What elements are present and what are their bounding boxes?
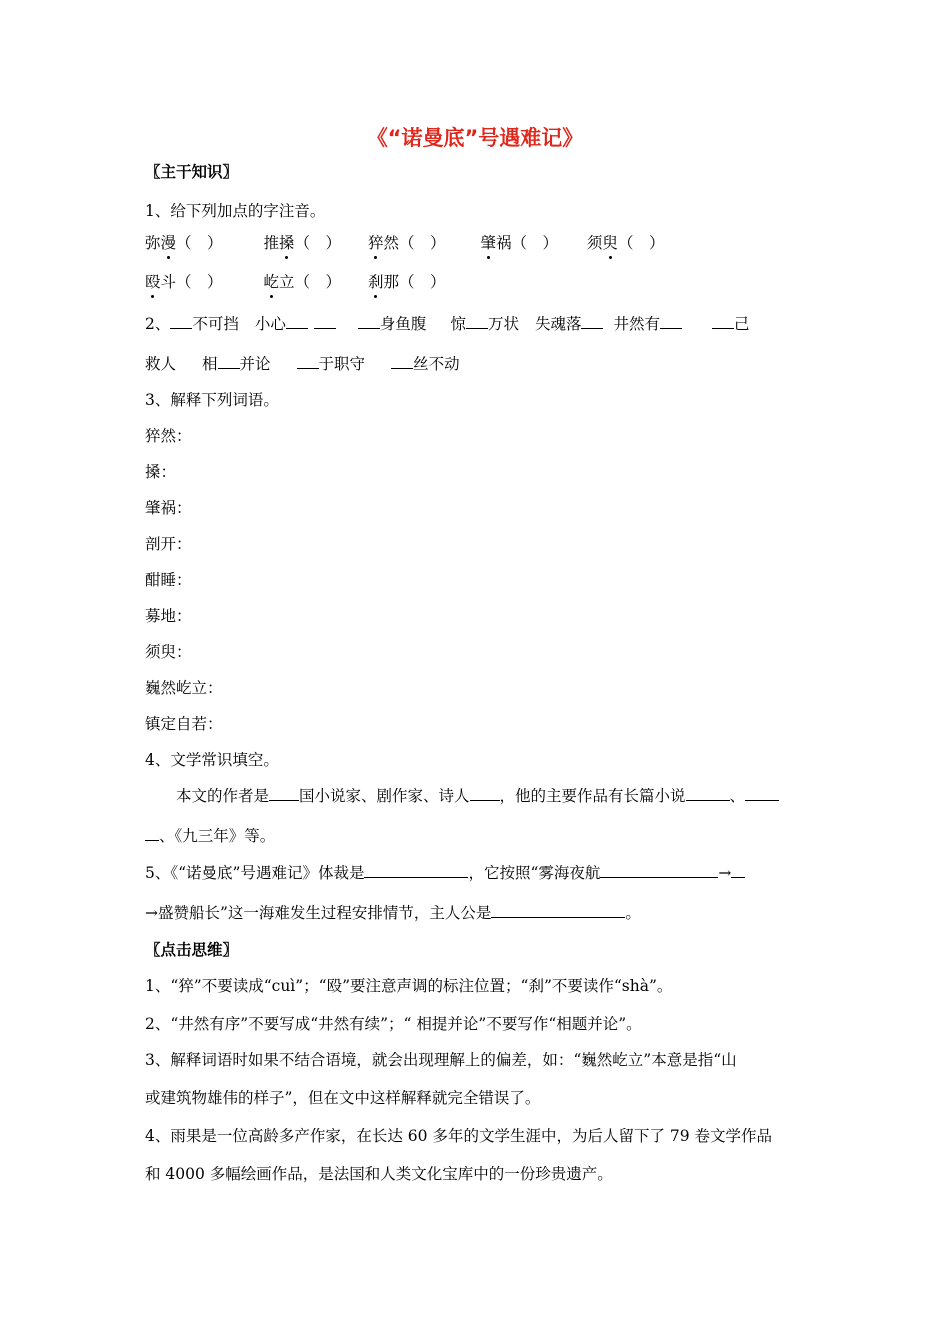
term-label: 镇定自若： [145, 715, 223, 733]
pinyin-row-2 [145, 272, 445, 292]
term-label: 猝然： [145, 427, 192, 445]
term-label: 酣睡： [145, 571, 192, 589]
tip-line: 4、雨果是一位高龄多产作家，在长达 60 多年的文学生涯中，为后人留下了 79 卷文学作品 [145, 1127, 773, 1145]
section-heading-thinking: 〖点击思维〗 [145, 941, 239, 959]
term-label: 搡： [145, 463, 177, 481]
tip-line: 和 4000 多幅绘画作品，是法国和人类文化宝库中的一份珍贵遗产。 [145, 1165, 613, 1183]
term-label: 募地： [145, 607, 192, 625]
pinyin-item: 猝然（ ） [367, 234, 446, 252]
term-label: 肇祸： [145, 499, 192, 517]
tip-line: 2、“井然有序”不要写成“井然有续”；“ 相提并论”不要写作“相题并论”。 [145, 1015, 642, 1033]
pinyin-item: 肇祸（ ） [480, 234, 558, 252]
question-4-line-2: 、《九三年》等。 [145, 826, 275, 846]
tip-line: 或建筑物雄伟的样子”，但在文中这样解释就完全错误了。 [145, 1089, 541, 1107]
page-title: 《“诺曼底”号遇难记》 [366, 126, 584, 150]
term-label: 剖开： [145, 535, 192, 553]
pinyin-row-1 [145, 233, 664, 253]
question-2-line-1: 2、 不可挡 小心 身鱼腹 惊 万状 失魂落 井然有 己 [145, 315, 750, 333]
pinyin-item: 刹那（ ） [367, 273, 446, 291]
section-heading-core: 〖主干知识〗 [145, 163, 239, 181]
tip-line: 1、“猝”不要读成“cuì”；“殴”要注意声调的标注位置；“刹”不要读作“shà”。 [145, 977, 673, 995]
pinyin-item: 屹立（ ） [263, 273, 341, 291]
pinyin-item: 殴斗（ ） [145, 273, 223, 291]
term-label: 须臾： [145, 643, 192, 661]
pinyin-item: 推搡（ ） [263, 234, 342, 252]
question-4-line-1: 本文的作者是 国小说家、剧作家、诗人 ，他的主要作品有长篇小说 、 [176, 786, 779, 806]
question-5-line-2: →盛赞船长”这一海难发生过程安排情节，主人公是 。 [145, 904, 641, 922]
question-3: 3、解释下列词语。 [145, 391, 279, 409]
question-4: 4、文学常识填空。 [145, 751, 279, 769]
term-label: 巍然屹立： [145, 679, 223, 697]
tip-line: 3、解释词语时如果不结合语境，就会出现理解上的偏差，如：“巍然屹立”本意是指“山 [145, 1051, 737, 1069]
question-1: 1、给下列加点的字注音。 [145, 202, 326, 220]
pinyin-item: 弥漫（ ） [145, 234, 223, 252]
pinyin-item: 须臾（ ） [586, 234, 665, 252]
question-5-line-1: 5、《“诺曼底”号遇难记》体裁是 ，它按照“雾海夜航 → [145, 863, 745, 883]
question-2-line-2: 救人 相 并论 于职守 丝不动 [145, 355, 460, 373]
